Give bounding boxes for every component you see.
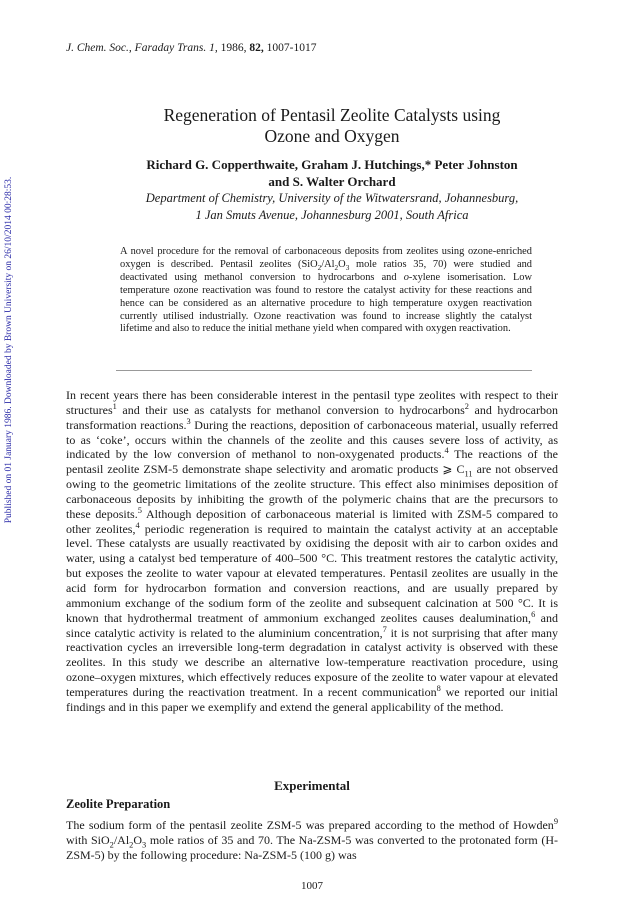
authors-line-2: and S. Walter Orchard xyxy=(268,174,396,189)
abstract-divider xyxy=(116,370,532,371)
affiliation-line-1: Department of Chemistry, University of the Witwatersrand, Johannesburg, xyxy=(145,191,519,205)
heading-experimental: Experimental xyxy=(274,778,350,793)
download-sidebar xyxy=(2,150,16,550)
abstract-text: A novel procedure for the removal of carbonaceous deposits from zeolites using ozone-enriched oxygen is described. Pentasil zeolites ($SiO_2/Al_2O_3$ mole ratios 35, 70) were studied and deactivated using methanol conversion to hydrocarbons and o-xylene isomerisation. Low temperature ozone reactivation was found to restore the catalyst activity for these reactions and hence can be considered as an alternative procedure to high temperature oxygen reactivation currently utilised industrially. Ozone reactivation was found to increase slightly the catalyst lifetime and also to reduce the initial methane yield when compared with oxygen reactivation. xyxy=(120,246,533,335)
preparation-paragraph xyxy=(66,818,558,863)
title-line-2: Ozone and Oxygen xyxy=(264,126,400,146)
ref-2: 2 xyxy=(464,401,469,411)
ref-7: 7 xyxy=(382,624,387,634)
journal-pages: 1007-1017 xyxy=(266,42,317,54)
published-note: Published on 01 January 1986. Downloaded by Brown University on 26/10/2014 00:28:53. xyxy=(4,176,14,524)
ref-6: 6 xyxy=(531,609,536,619)
ref-4: 4 xyxy=(444,446,449,456)
affiliation-line-2: 1 Jan Smuts Avenue, Johannesburg 2001, South Africa xyxy=(195,208,469,222)
heading-zeolite-preparation: Zeolite Preparation xyxy=(66,797,171,811)
journal-volume: 82, xyxy=(249,42,264,54)
journal-year: 1986, xyxy=(220,42,247,54)
abstract xyxy=(120,246,532,336)
authors-line-1: Richard G. Copperthwaite, Graham J. Hutchings,* Peter Johnston xyxy=(146,157,518,172)
paper-title xyxy=(70,105,594,147)
author-list xyxy=(70,156,594,190)
journal-name: J. Chem. Soc., Faraday Trans. 1, xyxy=(66,42,218,54)
affiliation xyxy=(70,190,594,224)
ref-1: 1 xyxy=(112,401,117,411)
ref-5: 5 xyxy=(137,505,142,515)
page-number: 1007 xyxy=(301,880,323,892)
title-line-1: Regeneration of Pentasil Zeolite Catalysts using xyxy=(163,105,501,125)
ref-3: 3 xyxy=(186,416,191,426)
prep-text: The sodium form of the pentasil zeolite ZSM-5 was prepared according to the method of Howden$^9$ with $SiO_2/Al_2O_3$ mole ratios of 35 and 70. The Na-ZSM-5 was converted to the protonated form (H-ZSM-5) by the following procedure: Na-ZSM-5 (100 g) was xyxy=(66,817,558,862)
intro-text: In recent years there has been considerable interest in the pentasil type zeolites with respect to their structures$^1$ and their use as catalysts for methanol conversion to hydrocarbons$^2$ and hydrocarbon transformation reactions.$^3$ During the reactions, deposition of carbonaceous material, usually referred to as ‘coke’, occurs within the channels of the zeolite and this causes severe loss of activity, as indicated by the low conversion of methanol to non-oxygenated products.$^4$ The reactions of the pentasil zeolite ZSM-5 demonstrate shape selectivity and aromatic products ⩾ $C_{11}$ are not observed owing to the geometric limitations of the zeolite structure. This effect also minimises deposition of carbonaceous deposits by inhibiting the growth of the polymeric chains that are the precursors to these deposits.$^5$ Although deposition of carbonaceous material is limited with ZSM-5 compared to other zeolites,$^4$ periodic regeneration is required to maintain the catalyst activity at an acceptable level. These catalysts are usually reactivated by oxidising the deposit with air to carbon oxides and water, using a catalyst bed temperature of 400–500 °C. This treatment restores the catalytic activity, but exposes the zeolite to water vapour at elevated temperatures. Pentasil zeolites are usually in the acid form for hydrocarbon formation and conversion reactions, and are usually prepared by ammonium exchange of the sodium form of the zeolite and subsequent calcination at 500 °C. It is known that hydrothermal treatment of ammonium exchanged zeolites causes dealumination,$^6$ and since catalytic activity is related to the aluminium concentration,$^7$ it is not surprising that after many reactivation cycles an irreversible long-term degradation in catalyst activity is observed with these zeolites. In this study we describe an alternative low-temperature reactivation procedure, using ozone–oxygen mixtures, which effectively reduces exposure of the zeolite to water vapour at elevated temperatures during the reactivation treatment. In a recent communication$^8$ we reported our initial findings and in this paper we exemplify and extend the general applicability of the method. xyxy=(66,388,559,714)
ref-8: 8 xyxy=(436,683,441,693)
journal-citation xyxy=(66,42,316,54)
ref-4b: 4 xyxy=(135,520,140,530)
introduction-paragraph xyxy=(66,388,558,715)
ref-9: 9 xyxy=(553,817,558,826)
